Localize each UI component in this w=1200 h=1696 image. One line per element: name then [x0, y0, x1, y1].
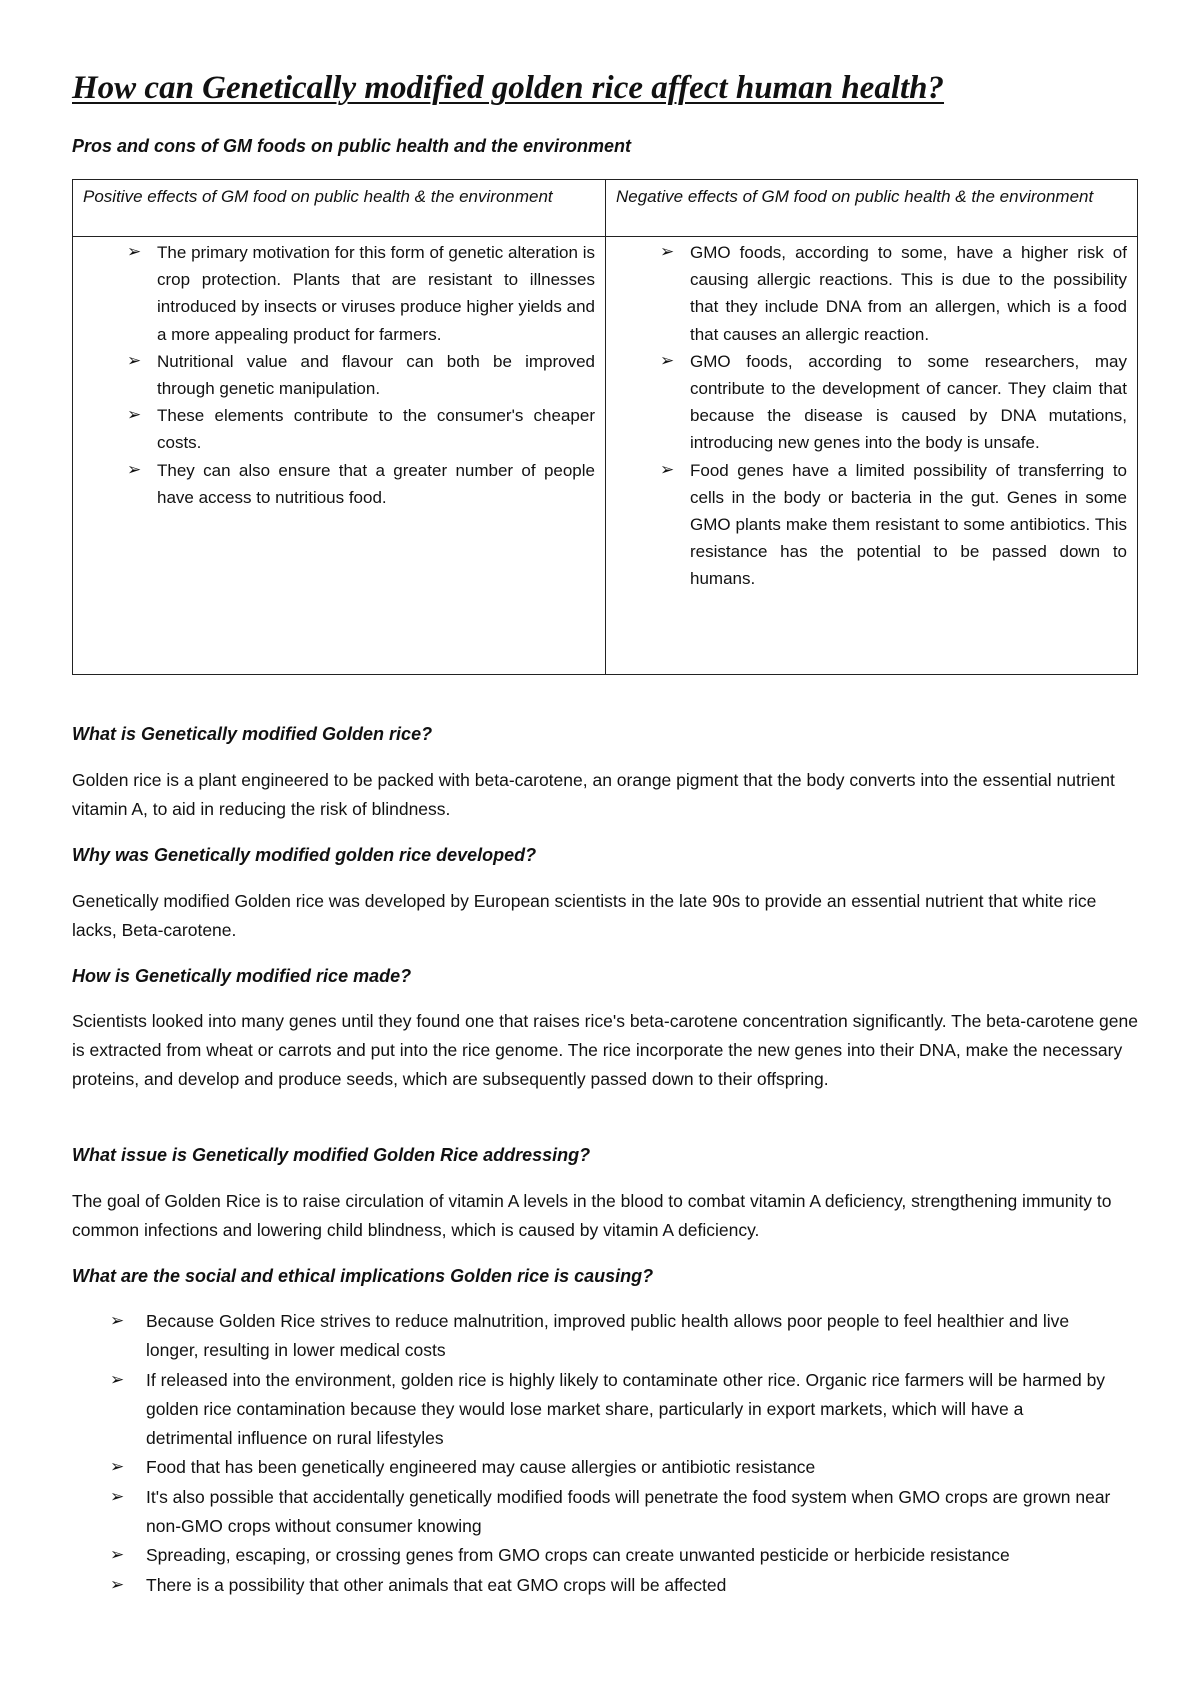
answer-paragraph: Golden rice is a plant engineered to be packed with beta-carotene, an orange pigment that the body converts into the essential nutrient vitamin A, to aid in reducing the risk of blindness.	[72, 770, 1115, 819]
question-heading: How is Genetically modified rice made?	[72, 966, 412, 986]
list-item: ➢ GMO foods, according to some, have a higher risk of causing allergic reactions. This is due to the possibility that they include DNA from an allergen, which is a food that causes an allergic reaction.	[616, 239, 1127, 348]
list-item: ➢ Nutritional value and flavour can both be improved through genetic manipulation.	[83, 348, 595, 402]
question-heading: What are the social and ethical implications Golden rice is causing?	[72, 1266, 654, 1286]
table-header-row	[73, 180, 1138, 237]
negative-header: Negative effects of GM food on public health & the environment	[606, 180, 1138, 237]
table-heading: Pros and cons of GM foods on public health and the environment	[72, 136, 632, 156]
arrow-bullet-icon: ➢	[660, 459, 675, 480]
arrow-bullet-icon: ➢	[110, 1486, 125, 1507]
list-item: ➢ They can also ensure that a greater number of people have access to nutritious food.	[83, 457, 595, 511]
list-item: ➢ Because Golden Rice strives to reduce malnutrition, improved public health allows poor people to feel healthier and live longer, resulting in lower medical costs	[72, 1307, 1112, 1366]
list-item: ➢ If released into the environment, golden rice is highly likely to contaminate other rice. Organic rice farmers will be harmed by golden rice contamination because they would lose market share, particularly in export markets, which will have a detrimental influence on rural lifestyles	[72, 1366, 1112, 1454]
answer-paragraph: The goal of Golden Rice is to raise circulation of vitamin A levels in the blood to combat vitamin A deficiency, strengthening immunity to common infections and lowering child blindness, which is caused by vitamin A deficiency.	[72, 1191, 1112, 1240]
positive-cell	[73, 237, 606, 675]
pros-cons-table	[72, 179, 1138, 675]
question-heading: Why was Genetically modified golden rice developed?	[72, 845, 537, 865]
list-item: ➢ Spreading, escaping, or crossing genes from GMO crops can create unwanted pesticide or herbicide resistance	[72, 1541, 1112, 1570]
positive-header: Positive effects of GM food on public health & the environment	[73, 180, 606, 237]
list-item: ➢ These elements contribute to the consumer's cheaper costs.	[83, 402, 595, 456]
positive-list	[73, 237, 605, 511]
arrow-bullet-icon: ➢	[110, 1574, 125, 1595]
negative-list	[606, 237, 1137, 593]
list-item: ➢ Food that has been genetically engineered may cause allergies or antibiotic resistance	[72, 1453, 1112, 1482]
arrow-bullet-icon: ➢	[127, 459, 142, 480]
table-body-row	[73, 237, 1138, 675]
list-item: ➢ There is a possibility that other animals that eat GMO crops will be affected	[72, 1571, 1112, 1600]
list-item: ➢ Food genes have a limited possibility of transferring to cells in the body or bacteria in the gut. Genes in some GMO plants make them resistant to some antibiotics. This resistance has the potential to be passed down to humans.	[616, 457, 1127, 593]
implications-list	[72, 1307, 1112, 1600]
arrow-bullet-icon: ➢	[127, 242, 142, 262]
question-heading: What is Genetically modified Golden rice?	[72, 724, 433, 744]
arrow-bullet-icon: ➢	[127, 350, 142, 371]
arrow-bullet-icon: ➢	[660, 350, 675, 371]
list-item: ➢ It's also possible that accidentally genetically modified foods will penetrate the food system when GMO crops are grown near non-GMO crops without consumer knowing	[72, 1483, 1112, 1542]
negative-cell	[606, 237, 1138, 675]
arrow-bullet-icon: ➢	[110, 1545, 125, 1566]
list-item: ➢ GMO foods, according to some researchers, may contribute to the development of cancer. They claim that because the disease is caused by DNA mutations, introducing new genes into the body is unsafe.	[616, 348, 1127, 457]
list-item: ➢ The primary motivation for this form of genetic alteration is crop protection. Plants that are resistant to illnesses introduced by insects or viruses produce higher yields and a more appealing product for farmers.	[83, 239, 595, 348]
arrow-bullet-icon: ➢	[110, 1311, 125, 1331]
page-title: How can Genetically modified golden rice affect human health?	[72, 70, 945, 106]
arrow-bullet-icon: ➢	[110, 1369, 125, 1390]
arrow-bullet-icon: ➢	[127, 405, 142, 426]
arrow-bullet-icon: ➢	[660, 242, 675, 262]
arrow-bullet-icon: ➢	[110, 1457, 125, 1478]
answer-paragraph: Scientists looked into many genes until they found one that raises rice's beta-carotene concentration significantly. The beta-carotene gene is extracted from wheat or carrots and put into the rice genome. The rice incorporate the new genes into their DNA, make the necessary proteins, and develop and produce seeds, which are subsequently passed down to their offspring.	[72, 1011, 1138, 1089]
answer-paragraph: Genetically modified Golden rice was developed by European scientists in the late 90s to provide an essential nutrient that white rice lacks, Beta-carotene.	[72, 891, 1097, 940]
question-heading: What issue is Genetically modified Golden Rice addressing?	[72, 1145, 591, 1165]
